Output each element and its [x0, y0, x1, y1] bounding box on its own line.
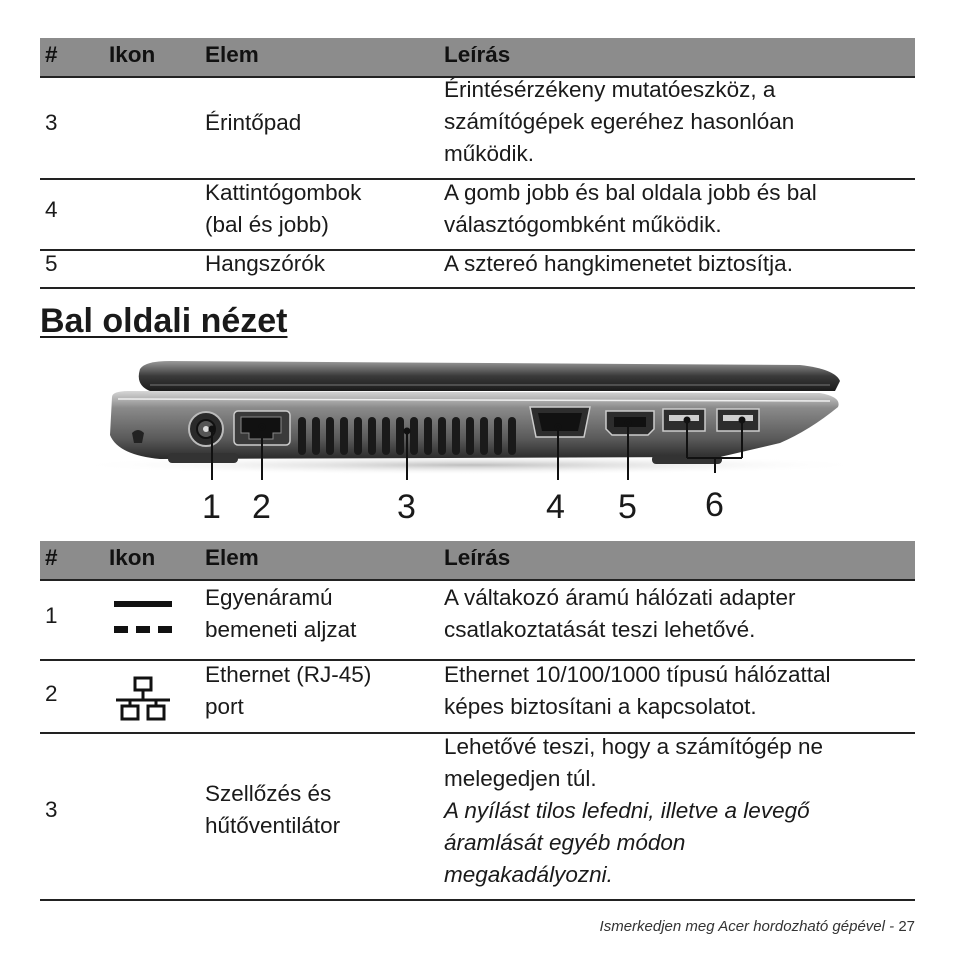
header-leiras: Leírás [444, 545, 511, 570]
footer-text: Ismerkedjen meg Acer hordozható gépével - [599, 918, 895, 935]
warning-note-line: A nyílást tilos lefedni, illetve a levegő [444, 798, 810, 823]
callout-number: 2 [252, 488, 271, 526]
desc-line: működik. [444, 141, 535, 166]
row-number: 3 [45, 797, 58, 822]
dc-in-icon [114, 601, 172, 637]
row-number: 4 [45, 197, 58, 222]
table-row [40, 78, 915, 178]
desc-line: képes biztosítani a kapcsolatot. [444, 694, 757, 719]
elem-line: Kattintógombok [205, 180, 362, 205]
table-row [40, 581, 915, 659]
page-number: 27 [898, 918, 915, 935]
table-row [40, 734, 915, 900]
row-number: 2 [45, 681, 58, 706]
callout-number: 4 [546, 488, 565, 526]
table-header [40, 38, 915, 76]
header-leiras: Leírás [444, 42, 511, 67]
elem-line: Szellőzés és [205, 781, 332, 806]
header-elem: Elem [205, 42, 259, 67]
row-description [444, 177, 914, 241]
laptop-left-side-illustration [0, 355, 954, 480]
desc-line: csatlakoztatását teszi lehetővé. [444, 617, 756, 642]
desc-line: A gomb jobb és bal oldala jobb és bal [444, 180, 817, 205]
row-element [205, 778, 340, 842]
warning-note-line: megakadályozni. [444, 862, 613, 887]
elem-line: Ethernet (RJ-45) [205, 662, 372, 687]
elem-line: port [205, 694, 244, 719]
callout-number: 6 [705, 486, 724, 524]
desc-line: melegedjen túl. [444, 766, 597, 791]
callout-number: 3 [397, 488, 416, 526]
table-row [40, 180, 915, 248]
ethernet-icon [114, 676, 172, 722]
row-element [205, 177, 361, 241]
header-ikon: Ikon [109, 545, 156, 570]
row-element: Hangszórók [205, 251, 326, 276]
desc-line: Ethernet 10/100/1000 típusú hálózattal [444, 662, 831, 687]
desc-line: számítógépek egeréhez hasonlóan [444, 109, 795, 134]
row-description [444, 659, 914, 723]
table-row [40, 251, 915, 287]
header-elem: Elem [205, 545, 259, 570]
row-description [444, 582, 914, 646]
components-table-top [40, 38, 915, 288]
header-num: # [45, 545, 58, 570]
elem-line: bemeneti aljzat [205, 617, 357, 642]
row-description: A sztereó hangkimenetet biztosítja. [444, 251, 793, 276]
desc-line: A váltakozó áramú hálózati adapter [444, 585, 796, 610]
warning-note-line: áramlását egyéb módon [444, 830, 686, 855]
row-element [205, 582, 356, 646]
desc-line: választógombként működik. [444, 212, 722, 237]
elem-line: hűtőventilátor [205, 813, 341, 838]
desc-line: Lehetővé teszi, hogy a számítógép ne [444, 734, 823, 759]
row-description [444, 74, 914, 170]
callout-number: 1 [202, 488, 221, 526]
row-description [444, 731, 914, 891]
desc-line: Érintésérzékeny mutatóeszköz, a [444, 77, 776, 102]
table-row [40, 661, 915, 733]
components-table-left-side [40, 541, 915, 901]
table-divider [40, 899, 915, 901]
elem-line: Egyenáramú [205, 585, 333, 610]
row-element: Érintőpad [205, 110, 302, 135]
section-title: Bal oldali nézet [40, 302, 288, 340]
elem-line: (bal és jobb) [205, 212, 329, 237]
header-ikon: Ikon [109, 42, 156, 67]
row-number: 5 [45, 251, 58, 276]
row-number: 3 [45, 110, 58, 135]
row-number: 1 [45, 603, 58, 628]
table-divider [40, 287, 915, 289]
callout-number: 5 [618, 488, 637, 526]
page-footer [600, 918, 915, 935]
row-element [205, 659, 371, 723]
header-num: # [45, 42, 58, 67]
table-header [40, 541, 915, 579]
